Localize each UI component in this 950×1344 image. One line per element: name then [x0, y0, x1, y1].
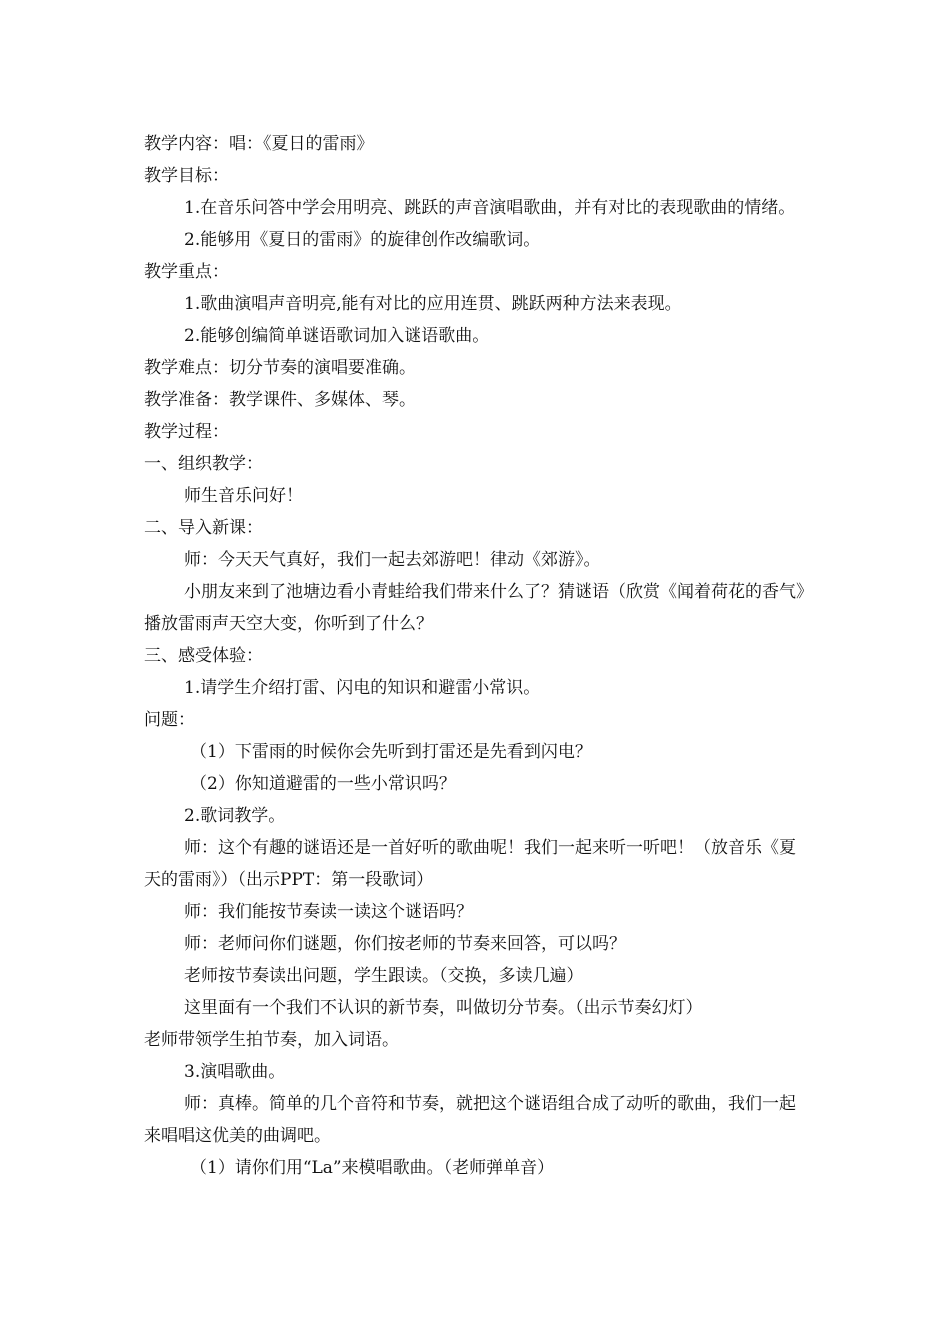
- paragraph: 师：真棒。简单的几个音符和节奏，就把这个谜语组合成了动听的歌曲，我们一起来唱唱这优美的曲调吧。: [144, 1094, 796, 1146]
- paragraph: 师：我们能按节奏读一读这个谜语吗？: [184, 902, 473, 922]
- paragraph: 老师带领学生拍节奏，加入词语。: [144, 1030, 399, 1050]
- paragraph: 师：老师问你们谜题，你们按老师的节奏来回答，可以吗？: [184, 934, 626, 954]
- paragraph: 师：今天天气真好，我们一起去郊游吧！律动《郊游》。: [184, 550, 601, 570]
- paragraph: 二、导入新课：: [144, 518, 263, 538]
- document-page: [144, 128, 809, 1184]
- paragraph: 教学内容：唱：《夏日的雷雨》: [144, 134, 374, 154]
- paragraph: （1）下雷雨的时候你会先听到打雷还是先看到闪电？: [190, 742, 592, 762]
- paragraph: （1）请你们用“La”来模唱歌曲。（老师弹单音）: [190, 1158, 555, 1178]
- paragraph: 一、组织教学：: [144, 454, 263, 474]
- paragraph: 教学目标：: [144, 166, 229, 186]
- paragraph: 师生音乐问好！: [184, 486, 303, 506]
- paragraph: 问题：: [144, 710, 195, 730]
- paragraph: 2.能够用《夏日的雷雨》的旋律创作改编歌词。: [184, 230, 541, 250]
- paragraph: 这里面有一个我们不认识的新节奏，叫做切分节奏。（出示节奏幻灯）: [184, 998, 703, 1018]
- paragraph: 1.在音乐问答中学会用明亮、跳跃的声音演唱歌曲，并有对比的表现歌曲的情绪。: [184, 198, 796, 218]
- paragraph: （2）你知道避雷的一些小常识吗？: [190, 774, 456, 794]
- paragraph: 2.歌词教学。: [184, 806, 286, 826]
- paragraph: 师：这个有趣的谜语还是一首好听的歌曲呢！我们一起来听一听吧！（放音乐《夏天的雷雨》）（出示PPT：第一段歌词）: [144, 838, 796, 890]
- paragraph: 三、感受体验：: [144, 646, 263, 666]
- paragraph: 教学过程：: [144, 422, 229, 442]
- paragraph: 教学准备：教学课件、多媒体、琴。: [144, 390, 416, 410]
- paragraph: 教学难点：切分节奏的演唱要准确。: [144, 358, 416, 378]
- paragraph: 教学重点：: [144, 262, 229, 282]
- paragraph: 小朋友来到了池塘边看小青蛙给我们带来什么了？猜谜语（欣赏《闻着荷花的香气》播放雷雨声天空大变，你听到了什么？: [144, 582, 805, 634]
- paragraph: 3.演唱歌曲。: [184, 1062, 286, 1082]
- paragraph: 2.能够创编简单谜语歌词加入谜语歌曲。: [184, 326, 490, 346]
- paragraph: 老师按节奏读出问题，学生跟读。（交换，多读几遍）: [184, 966, 584, 986]
- paragraph: 1.请学生介绍打雷、闪电的知识和避雷小常识。: [184, 678, 541, 698]
- paragraph: 1.歌曲演唱声音明亮,能有对比的应用连贯、跳跃两种方法来表现。: [184, 294, 682, 314]
